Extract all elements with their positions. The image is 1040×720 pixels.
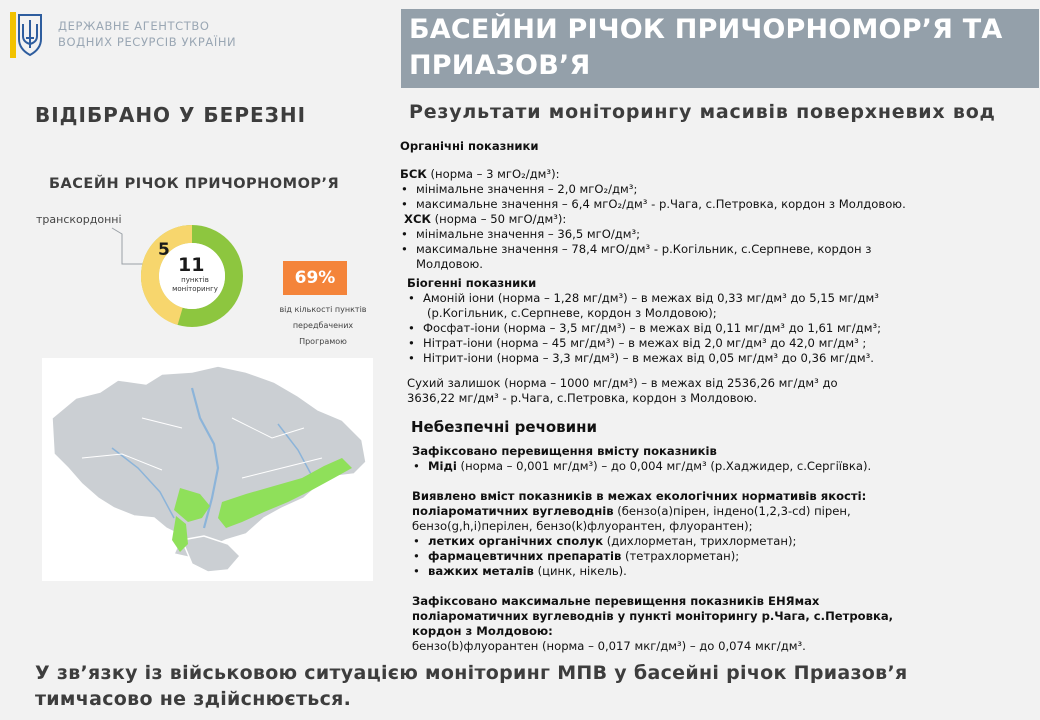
list-item: • Нітрат-іони (норма – 45 мг/дм³) – в межах від 2,0 мг/дм³ до 42,0 мг/дм³ ; <box>407 336 881 351</box>
copper-text: (норма – 0,001 мг/дм³) – до 0,004 мг/дм³ (р.Хаджидер, с.Сергіївка). <box>456 459 872 473</box>
hazard-title: Небезпечні речовини <box>411 418 598 436</box>
pah-text: (бензо(а)пірен, індено(1,2,3-cd) пірен, <box>613 504 851 518</box>
title-line-1: БАСЕЙНИ РІЧОК ПРИЧОРНОМОР’Я ТА <box>409 14 1003 45</box>
results-title: Результати моніторингу масивів поверхневих вод <box>409 101 996 123</box>
bsk-norm: (норма – 3 мгО₂/дм³): <box>426 167 560 181</box>
max-line-1: Зафіксовано максимальне перевищення показників ЕНЯмах <box>412 594 820 608</box>
basin-title: БАСЕЙН РІЧОК ПРИЧОРНОМОР’Я <box>49 176 340 192</box>
list-item: • Нітрит-іони (норма – 3,3 мг/дм³) – в межах від 0,05 мг/дм³ до 0,36 мг/дм³. <box>407 351 881 366</box>
item-label: важких металів <box>428 564 534 578</box>
biogenic-title: Біогенні показники <box>407 276 537 290</box>
transboundary-label: транскордонні <box>36 213 122 226</box>
footer-note <box>35 660 908 712</box>
hsk-label: ХСК <box>404 212 431 226</box>
list-item: • Амоній іони (норма – 1,28 мг/дм³) – в межах від 0,33 мг/дм³ до 5,15 мг/дм³ <box>407 291 881 306</box>
percent-note <box>268 302 378 350</box>
list-item: • мінімальне значення – 2,0 мгО₂/дм³; <box>400 182 906 197</box>
pah-label: поліароматичних вуглеводнів <box>412 504 614 518</box>
list-item <box>412 564 893 579</box>
agency-line-1: ДЕРЖАВНЕ АГЕНТСТВО <box>58 19 210 33</box>
item-label: фармацевтичних препаратів <box>428 549 622 563</box>
hsk-norm: (норма – 50 мгО/дм³): <box>430 212 567 226</box>
max-line-2: поліароматичних вуглеводнів у пункті моніторингу р.Чага, с.Петровка, <box>412 609 894 623</box>
item-text: (тетрахлорметан); <box>621 549 740 563</box>
biogenic-section <box>407 276 881 366</box>
max-line-3: кордон з Молдовою: <box>412 624 553 638</box>
item-text: (цинк, нікель). <box>533 564 627 578</box>
list-item-continuation: (р.Когільник, с.Серпневе, кордон з Молдовою); <box>427 306 717 320</box>
organic-title: Органічні показники <box>400 139 539 153</box>
organic-section <box>400 139 906 272</box>
list-item: • максимальне значення – 6,4 мгО₂/дм³ - р.Чага, с.Петровка, кордон з Молдовою. <box>400 197 906 212</box>
hazard-fixed-title: Зафіксовано перевищення вмісту показників <box>412 444 717 458</box>
footer-line-2: тимчасово не здійснюється. <box>35 688 352 710</box>
percent-badge: 69% <box>283 261 347 295</box>
footer-line-1: У зв’язку із військовою ситуацією моніторинг МПВ у басейні річок Приазов’я <box>35 662 908 684</box>
ukraine-map-icon <box>42 358 373 581</box>
percent-note-line-1: від кількості пунктів <box>279 305 367 314</box>
hsk-heading <box>400 212 906 227</box>
copper-label: Міді <box>428 459 457 473</box>
points-label <box>166 276 224 294</box>
total-count: 11 <box>178 254 205 276</box>
page-title <box>409 12 1029 84</box>
list-item: • максимальне значення – 78,4 мгО/дм³ - р.Когільник, с.Серпневе, кордон з <box>400 242 906 257</box>
item-label: летких органічних сполук <box>428 534 604 548</box>
list-item <box>412 534 893 549</box>
list-item: • мінімальне значення – 36,5 мгО/дм³; <box>400 227 906 242</box>
selected-title: ВІДІБРАНО У БЕРЕЗНІ <box>35 103 307 127</box>
bsk-heading <box>400 167 906 182</box>
agency-line-2: ВОДНИХ РЕСУРСІВ УКРАЇНИ <box>58 35 237 49</box>
dry-residue-section <box>407 376 838 406</box>
title-line-2: ПРИАЗОВ’Я <box>409 50 591 81</box>
hazard-section <box>412 444 893 654</box>
list-item <box>412 549 893 564</box>
points-label-line-1: пунктів <box>181 276 209 284</box>
pah-line <box>412 504 893 519</box>
item-text: (дихлорметан, трихлорметан); <box>603 534 797 548</box>
dry-residue-line-2: 3636,22 мг/дм³ - р.Чага, с.Петровка, кордон з Молдовою. <box>407 391 758 405</box>
pah-continuation: бензо(g,h,i)перілен, бензо(k)флуорантен, флуорантен); <box>412 519 753 533</box>
transboundary-count: 5 <box>158 240 170 260</box>
list-item: • Фосфат-іони (норма – 3,5 мг/дм³) – в межах від 0,11 мг/дм³ до 1,61 мг/дм³; <box>407 321 881 336</box>
bsk-label: БСК <box>400 167 427 181</box>
hazard-found-title: Виявлено вміст показників в межах екологічних нормативів якості: <box>412 489 867 503</box>
percent-note-line-2: передбачених Програмою <box>292 321 354 346</box>
list-item <box>412 459 893 474</box>
points-label-line-2: моніторингу <box>172 285 218 293</box>
list-item-continuation: Молдовою. <box>416 257 483 271</box>
max-line-4: бензо(b)флуорантен (норма – 0,017 мкг/дм³) – до 0,074 мкг/дм³. <box>412 639 806 653</box>
dry-residue-line-1: Сухий залишок (норма – 1000 мг/дм³) – в межах від 2536,26 мг/дм³ до <box>407 376 838 390</box>
